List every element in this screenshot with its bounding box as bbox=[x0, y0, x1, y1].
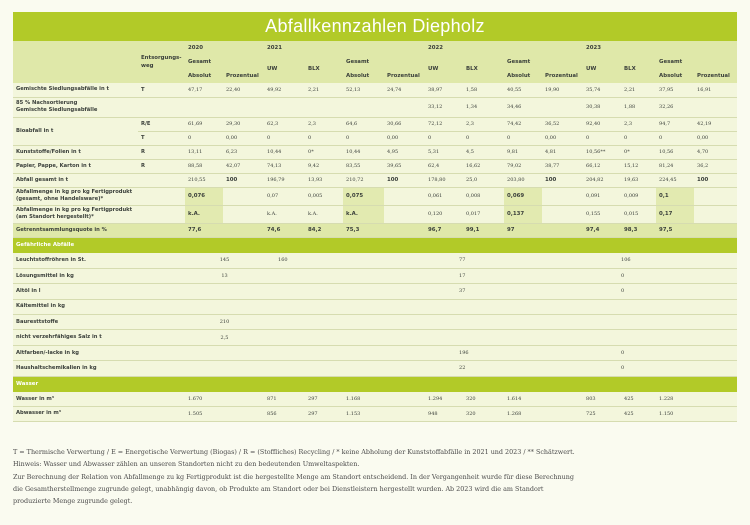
row-value: 62,4 bbox=[425, 159, 463, 173]
row-value: 0,00 bbox=[384, 131, 425, 145]
row-value: 36,52 bbox=[542, 117, 583, 131]
hazardous-row bbox=[13, 361, 737, 376]
water-2021-uw: 871 bbox=[264, 392, 305, 407]
header-blx-2021: BLX bbox=[305, 55, 343, 83]
header-gesamt-2022: Gesamt bbox=[504, 55, 583, 69]
water-way bbox=[138, 392, 185, 407]
row-value: 0,015 bbox=[621, 205, 656, 223]
water-2021-uw: 856 bbox=[264, 407, 305, 422]
water-2022-blx: 320 bbox=[463, 392, 504, 407]
row-value: 2,21 bbox=[621, 83, 656, 97]
row-value: 19,90 bbox=[542, 83, 583, 97]
row-value: 0,017 bbox=[463, 205, 504, 223]
row-value: 1,34 bbox=[463, 97, 504, 117]
row-value: 97,5 bbox=[656, 223, 694, 237]
waste-row bbox=[13, 159, 737, 173]
row-value: 1,58 bbox=[463, 83, 504, 97]
row-value: 0,075 bbox=[343, 187, 384, 205]
hazardous-row bbox=[13, 299, 737, 314]
row-value: 0,155 bbox=[583, 205, 621, 223]
header-year-2020: 2020 bbox=[185, 41, 264, 55]
row-value: 81,24 bbox=[656, 159, 694, 173]
hazardous-label: Leuchtstoffröhren in St. bbox=[13, 253, 138, 268]
row-label: Abfallmenge in kg pro kg Fertigprodukt (gesamt, ohne Handelsware)* bbox=[13, 187, 138, 205]
row-value: 72,12 bbox=[425, 117, 463, 131]
row-label: 85 % Nachsortierung Gemischte Siedlungsabfälle bbox=[13, 97, 138, 117]
row-value: 13,11 bbox=[185, 145, 223, 159]
row-value: 5,31 bbox=[425, 145, 463, 159]
row-value: 74,6 bbox=[264, 223, 305, 237]
row-value: 52,13 bbox=[343, 83, 384, 97]
row-value: k.A. bbox=[305, 205, 343, 223]
section-water bbox=[13, 376, 737, 392]
hazardous-row bbox=[13, 345, 737, 360]
row-value: 6,23 bbox=[223, 145, 264, 159]
header-entsorgungsweg: Entsorgungs-weg bbox=[138, 41, 185, 83]
row-value: 4,5 bbox=[463, 145, 504, 159]
row-value: 83,55 bbox=[343, 159, 384, 173]
hazardous-2023 bbox=[583, 299, 737, 314]
row-value: 15,12 bbox=[621, 159, 656, 173]
waste-row bbox=[13, 97, 737, 117]
header-absolut-2023: Absolut bbox=[656, 69, 694, 83]
hazardous-2020 bbox=[185, 361, 264, 376]
row-value: 35,74 bbox=[583, 83, 621, 97]
row-value: 96,7 bbox=[425, 223, 463, 237]
row-value: 0 bbox=[463, 131, 504, 145]
row-value: 100 bbox=[542, 173, 583, 187]
row-way: T bbox=[138, 83, 185, 97]
header-absolut-2021: Absolut bbox=[343, 69, 384, 83]
row-value: 0,069 bbox=[504, 187, 542, 205]
row-value: 61,69 bbox=[185, 117, 223, 131]
row-value: 100 bbox=[223, 173, 264, 187]
water-2022-blx: 320 bbox=[463, 407, 504, 422]
row-value: 30,38 bbox=[583, 97, 621, 117]
row-value: 0,00 bbox=[223, 131, 264, 145]
row-value: 36,2 bbox=[694, 159, 737, 173]
row-label: Getrenntsammlungsquote in % bbox=[13, 223, 138, 237]
row-value: 0 bbox=[583, 131, 621, 145]
row-value bbox=[305, 97, 343, 117]
footnote-water: Hinweis: Wasser und Abwasser zählen an unseren Standorten nicht zu den bedeutenden Umweltaspekten. bbox=[13, 460, 360, 469]
row-value bbox=[542, 97, 583, 117]
row-value bbox=[694, 97, 737, 117]
row-value: 0 bbox=[425, 131, 463, 145]
row-value: 0,091 bbox=[583, 187, 621, 205]
hazardous-2021 bbox=[264, 345, 425, 360]
row-value bbox=[384, 205, 425, 223]
header-blx-2023: BLX bbox=[621, 55, 656, 83]
row-value: 10,56** bbox=[583, 145, 621, 159]
water-2021-abs: 1.168 bbox=[343, 392, 425, 407]
row-value: 0* bbox=[305, 145, 343, 159]
row-value bbox=[264, 97, 305, 117]
waste-row bbox=[13, 223, 737, 237]
row-value: 25,0 bbox=[463, 173, 504, 187]
header-gesamt-2020: Gesamt bbox=[185, 55, 264, 69]
header-uw-2022: UW bbox=[425, 55, 463, 83]
hazardous-label: Bauresttstoffe bbox=[13, 315, 138, 330]
row-value: 88,58 bbox=[185, 159, 223, 173]
hazardous-2022: 22 bbox=[425, 361, 583, 376]
hazardous-2021 bbox=[264, 361, 425, 376]
row-value: 42,19 bbox=[694, 117, 737, 131]
hazardous-way bbox=[138, 361, 185, 376]
hazardous-2022: 17 bbox=[425, 268, 583, 283]
row-value: 97,4 bbox=[583, 223, 621, 237]
row-value: 210,72 bbox=[343, 173, 384, 187]
row-value: 0,07 bbox=[264, 187, 305, 205]
row-value: 0,120 bbox=[425, 205, 463, 223]
section-hazardous bbox=[13, 237, 737, 253]
row-value: 94,7 bbox=[656, 117, 694, 131]
row-value bbox=[185, 97, 223, 117]
waste-row bbox=[13, 145, 737, 159]
header-uw-2021: UW bbox=[264, 55, 305, 83]
row-value: 204,82 bbox=[583, 173, 621, 187]
row-value: k.A. bbox=[185, 205, 223, 223]
hazardous-row bbox=[13, 268, 737, 283]
water-label: Wasser in m³ bbox=[13, 392, 138, 407]
water-way bbox=[138, 407, 185, 422]
row-value: 79,02 bbox=[504, 159, 542, 173]
hazardous-row bbox=[13, 284, 737, 299]
water-2023-uw: 725 bbox=[583, 407, 621, 422]
waste-row bbox=[13, 83, 737, 97]
hazardous-2020 bbox=[185, 299, 264, 314]
header-prozentual-2021: Prozentual bbox=[384, 69, 425, 83]
footnotes bbox=[13, 446, 737, 507]
row-value: 10,44 bbox=[343, 145, 384, 159]
row-value: 4,70 bbox=[694, 145, 737, 159]
hazardous-way bbox=[138, 299, 185, 314]
hazardous-label: Kältemittel in kg bbox=[13, 299, 138, 314]
section-hazardous-title: Gefährliche Abfälle bbox=[13, 237, 737, 253]
row-value: 84,2 bbox=[305, 223, 343, 237]
waste-row bbox=[13, 173, 737, 187]
row-value: 98,3 bbox=[621, 223, 656, 237]
hazardous-way bbox=[138, 284, 185, 299]
hazardous-2021: 160 bbox=[264, 253, 425, 268]
row-label: Papier, Pappe, Karton in t bbox=[13, 159, 138, 173]
row-value: 0,1 bbox=[656, 187, 694, 205]
row-value bbox=[223, 223, 264, 237]
row-value: 224,45 bbox=[656, 173, 694, 187]
hazardous-2023: 106 bbox=[583, 253, 737, 268]
row-value: 74,42 bbox=[504, 117, 542, 131]
header-gesamt-2023: Gesamt bbox=[656, 55, 737, 69]
hazardous-way bbox=[138, 345, 185, 360]
row-value: 40,55 bbox=[504, 83, 542, 97]
row-value: 99,1 bbox=[463, 223, 504, 237]
water-2022-uw: 1.294 bbox=[425, 392, 463, 407]
row-value: 0,005 bbox=[305, 187, 343, 205]
header-years-row bbox=[13, 41, 737, 55]
row-value: 4,81 bbox=[542, 145, 583, 159]
header-blx-2022: BLX bbox=[463, 55, 504, 83]
water-2020: 1.670 bbox=[185, 392, 264, 407]
row-way: R bbox=[138, 145, 185, 159]
row-value: 4,95 bbox=[384, 145, 425, 159]
footnote-legend: T = Thermische Verwertung / E = Energetische Verwertung (Biogas) / R = (Stoffliches) Recycling / * keine Abholung der Kunststoffabfälle in 2021 und 2023 / ** Schätzwert. bbox=[13, 448, 575, 456]
water-2023-abs: 1.228 bbox=[656, 392, 737, 407]
water-2022-uw: 948 bbox=[425, 407, 463, 422]
row-value: 0,00 bbox=[542, 131, 583, 145]
hazardous-2020: 210 bbox=[185, 315, 264, 330]
row-value: 32,26 bbox=[656, 97, 694, 117]
row-value: 37,95 bbox=[656, 83, 694, 97]
row-value: 0 bbox=[504, 131, 542, 145]
header-year-2022: 2022 bbox=[425, 41, 583, 55]
hazardous-2020 bbox=[185, 345, 264, 360]
header-absolut-2020: Absolut bbox=[185, 69, 223, 83]
row-value bbox=[384, 187, 425, 205]
row-value bbox=[694, 187, 737, 205]
water-2023-blx: 425 bbox=[621, 407, 656, 422]
row-value: 2,3 bbox=[305, 117, 343, 131]
hazardous-2023: 0 bbox=[583, 345, 737, 360]
row-value: 38,97 bbox=[425, 83, 463, 97]
footnote-calc-1: Zur Berechnung der Relation von Abfallmenge zu kg Fertigprodukt ist die hergestellte Menge am Standort entscheidend. In der Vergangenheit wurde für diese Berechnung bbox=[13, 472, 574, 481]
header-uw-2023: UW bbox=[583, 55, 621, 83]
row-value: 38,77 bbox=[542, 159, 583, 173]
hazardous-row bbox=[13, 253, 737, 268]
header-prozentual-2022: Prozentual bbox=[542, 69, 583, 83]
hazardous-2023: 0 bbox=[583, 284, 737, 299]
hazardous-2022 bbox=[425, 315, 583, 330]
row-value: 97 bbox=[504, 223, 542, 237]
row-value: 0,00 bbox=[694, 131, 737, 145]
row-value: 39,65 bbox=[384, 159, 425, 173]
water-2023-uw: 803 bbox=[583, 392, 621, 407]
row-value: 24,74 bbox=[384, 83, 425, 97]
water-2021-blx: 297 bbox=[305, 407, 343, 422]
row-value: 34,46 bbox=[504, 97, 542, 117]
row-value: 0* bbox=[621, 145, 656, 159]
hazardous-2020: 13 bbox=[185, 268, 264, 283]
row-value: 16,91 bbox=[694, 83, 737, 97]
row-value: 210,55 bbox=[185, 173, 223, 187]
hazardous-2022 bbox=[425, 330, 583, 345]
header-gesamt-2021: Gesamt bbox=[343, 55, 425, 69]
row-value: 0 bbox=[621, 131, 656, 145]
water-row bbox=[13, 392, 737, 407]
row-value: 64,6 bbox=[343, 117, 384, 131]
row-value: 9,81 bbox=[504, 145, 542, 159]
row-value bbox=[542, 223, 583, 237]
row-value: 0,008 bbox=[463, 187, 504, 205]
water-2021-blx: 297 bbox=[305, 392, 343, 407]
hazardous-2021 bbox=[264, 330, 425, 345]
water-row bbox=[13, 407, 737, 422]
section-water-title: Wasser bbox=[13, 376, 737, 392]
row-value: 0,076 bbox=[185, 187, 223, 205]
row-value: 100 bbox=[694, 173, 737, 187]
row-value: 77,6 bbox=[185, 223, 223, 237]
row-value bbox=[694, 223, 737, 237]
waste-table bbox=[13, 41, 737, 422]
row-way bbox=[138, 187, 185, 205]
hazardous-2020 bbox=[185, 284, 264, 299]
row-value: k.A. bbox=[264, 205, 305, 223]
row-way bbox=[138, 205, 185, 223]
row-value: 62,3 bbox=[264, 117, 305, 131]
row-label-bioabfall: Bioabfall in t bbox=[13, 117, 138, 145]
row-value: 0,061 bbox=[425, 187, 463, 205]
row-value: 203,80 bbox=[504, 173, 542, 187]
row-value: 13,93 bbox=[305, 173, 343, 187]
row-value: 22,40 bbox=[223, 83, 264, 97]
row-value: 0 bbox=[185, 131, 223, 145]
header-year-2023: 2023 bbox=[583, 41, 737, 55]
header-year-2021: 2021 bbox=[264, 41, 425, 55]
row-label: Abfallmenge in kg pro kg Fertigprodukt (am Standort hergestellt)* bbox=[13, 205, 138, 223]
hazardous-row bbox=[13, 315, 737, 330]
hazardous-2021 bbox=[264, 299, 425, 314]
row-value: 2,3 bbox=[621, 117, 656, 131]
row-value bbox=[384, 223, 425, 237]
row-value bbox=[542, 187, 583, 205]
hazardous-2023: 0 bbox=[583, 268, 737, 283]
row-value: 30,66 bbox=[384, 117, 425, 131]
hazardous-label: nicht verzehrfähiges Salz in t bbox=[13, 330, 138, 345]
row-value: 33,12 bbox=[425, 97, 463, 117]
hazardous-2021 bbox=[264, 284, 425, 299]
hazardous-2023: 0 bbox=[583, 361, 737, 376]
row-value bbox=[694, 205, 737, 223]
row-value: 16,62 bbox=[463, 159, 504, 173]
hazardous-label: Haushaltschemikalien in kg bbox=[13, 361, 138, 376]
row-value: 66,12 bbox=[583, 159, 621, 173]
hazardous-2020: 145 bbox=[185, 253, 264, 268]
row-value: 0,137 bbox=[504, 205, 542, 223]
row-value: k.A. bbox=[343, 205, 384, 223]
header-absolut-2022: Absolut bbox=[504, 69, 542, 83]
row-value: 0,009 bbox=[621, 187, 656, 205]
row-value: 10,56 bbox=[656, 145, 694, 159]
row-value bbox=[223, 187, 264, 205]
water-2020: 1.505 bbox=[185, 407, 264, 422]
row-value: 0 bbox=[305, 131, 343, 145]
waste-row bbox=[13, 117, 737, 131]
hazardous-label: Altöl in l bbox=[13, 284, 138, 299]
hazardous-way bbox=[138, 330, 185, 345]
row-value: 1,88 bbox=[621, 97, 656, 117]
footnote-calc-2: die Gesamtherstellmenge zugrunde gelegt, unabhängig davon, ob Produkte am Standort oder bei Dienstleistern hergestellt wurden. Ab 2023 wird die am Standort bbox=[13, 484, 544, 493]
row-value: 100 bbox=[384, 173, 425, 187]
footnote-calc-3: produzierte Menge zugrunde gelegt. bbox=[13, 497, 133, 506]
hazardous-2023 bbox=[583, 315, 737, 330]
water-2022-abs: 1.268 bbox=[504, 407, 583, 422]
row-value bbox=[223, 205, 264, 223]
water-label: Abwasser in m³ bbox=[13, 407, 138, 422]
hazardous-2020: 2,5 bbox=[185, 330, 264, 345]
hazardous-row bbox=[13, 330, 737, 345]
header-blank bbox=[13, 41, 138, 83]
hazardous-2023 bbox=[583, 330, 737, 345]
hazardous-2021 bbox=[264, 268, 425, 283]
water-2023-abs: 1.150 bbox=[656, 407, 737, 422]
waste-row bbox=[13, 205, 737, 223]
row-value: 74,13 bbox=[264, 159, 305, 173]
hazardous-way bbox=[138, 253, 185, 268]
hazardous-2022: 37 bbox=[425, 284, 583, 299]
row-value bbox=[343, 97, 384, 117]
header-prozentual-2023: Prozentual bbox=[694, 69, 737, 83]
row-value: 9,42 bbox=[305, 159, 343, 173]
hazardous-label: Lösungsmittel in kg bbox=[13, 268, 138, 283]
row-value: 42,07 bbox=[223, 159, 264, 173]
row-value: 92,40 bbox=[583, 117, 621, 131]
row-label: Gemischte Siedlungsabfälle in t bbox=[13, 83, 138, 97]
row-value bbox=[384, 97, 425, 117]
row-value: 2,3 bbox=[463, 117, 504, 131]
row-value: 0 bbox=[343, 131, 384, 145]
hazardous-2022: 196 bbox=[425, 345, 583, 360]
row-value: 2,21 bbox=[305, 83, 343, 97]
row-value: 29,30 bbox=[223, 117, 264, 131]
row-way bbox=[138, 173, 185, 187]
row-value bbox=[223, 97, 264, 117]
waste-row bbox=[13, 187, 737, 205]
row-value: 47,17 bbox=[185, 83, 223, 97]
hazardous-2022 bbox=[425, 299, 583, 314]
water-2022-abs: 1.614 bbox=[504, 392, 583, 407]
hazardous-label: Altfarben/-lacke in kg bbox=[13, 345, 138, 360]
row-value: 10,44 bbox=[264, 145, 305, 159]
row-value: 75,3 bbox=[343, 223, 384, 237]
row-way bbox=[138, 223, 185, 237]
header-prozentual-2020: Prozentual bbox=[223, 69, 264, 83]
hazardous-way bbox=[138, 268, 185, 283]
water-2023-blx: 425 bbox=[621, 392, 656, 407]
hazardous-2021 bbox=[264, 315, 425, 330]
row-way: R/E bbox=[138, 117, 185, 131]
row-label: Abfall gesamt in t bbox=[13, 173, 138, 187]
row-value: 178,80 bbox=[425, 173, 463, 187]
row-label: Kunststoffe/Folien in t bbox=[13, 145, 138, 159]
row-way: T bbox=[138, 131, 185, 145]
row-value: 0 bbox=[656, 131, 694, 145]
row-value: 196,79 bbox=[264, 173, 305, 187]
hazardous-2022: 77 bbox=[425, 253, 583, 268]
row-way: R bbox=[138, 159, 185, 173]
row-value: 19,63 bbox=[621, 173, 656, 187]
row-value: 49,92 bbox=[264, 83, 305, 97]
row-way bbox=[138, 97, 185, 117]
page-title: Abfallkennzahlen Diepholz bbox=[13, 12, 737, 41]
row-value bbox=[542, 205, 583, 223]
row-value: 0 bbox=[264, 131, 305, 145]
row-value: 0,17 bbox=[656, 205, 694, 223]
hazardous-way bbox=[138, 315, 185, 330]
water-2021-abs: 1.153 bbox=[343, 407, 425, 422]
